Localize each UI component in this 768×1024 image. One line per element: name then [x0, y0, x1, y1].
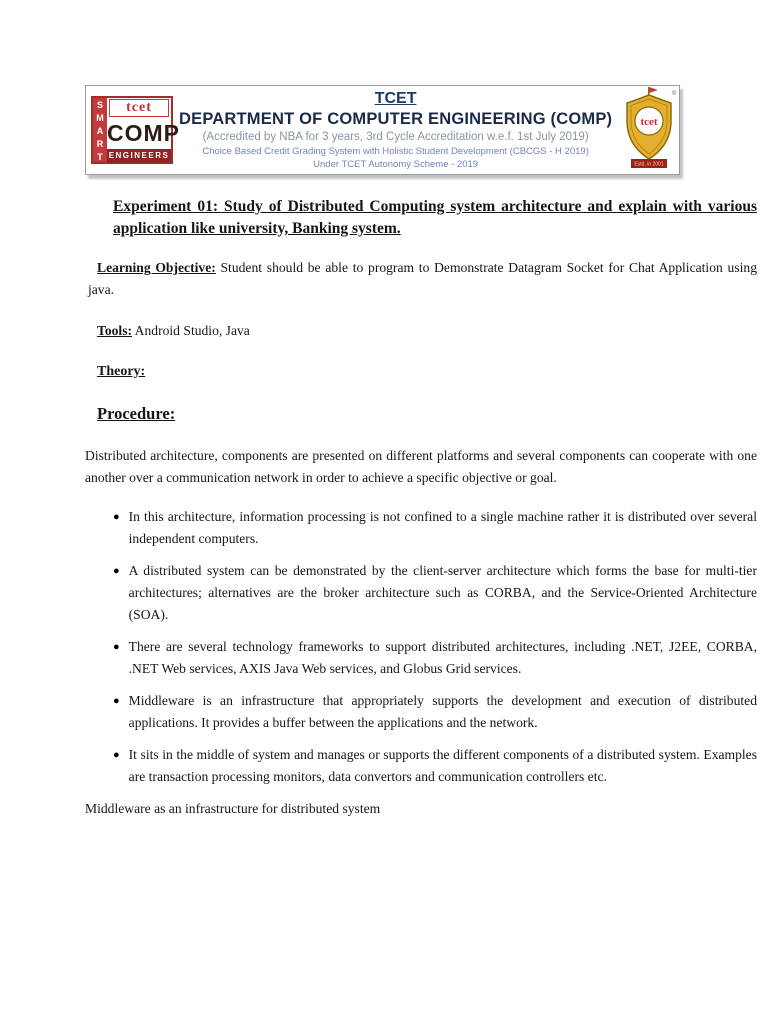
bullet-text: Middleware is an infrastructure that appropriately supports the development and execution of distributed applications. It provides a buffer between the applications and the network.: [128, 693, 757, 731]
banner-center: [179, 89, 612, 170]
bullet-icon: ●: [113, 695, 120, 708]
bullet-text: In this architecture, information processing is not confined to a single machine rather it is distributed over several independent computers.: [128, 509, 757, 547]
bullet-list: [85, 506, 757, 788]
bullet-item: [113, 744, 757, 788]
tcet-wordmark: tcet: [109, 99, 169, 117]
department-name: DEPARTMENT OF COMPUTER ENGINEERING (COMP): [179, 109, 613, 128]
procedure-heading: Procedure:: [97, 404, 176, 424]
autonomy-line: Under TCET Autonomy Scheme - 2019: [313, 158, 479, 170]
bullet-icon: ●: [113, 641, 120, 654]
document-content: [85, 196, 757, 820]
bullet-text: It sits in the middle of system and manages or supports the different components of a distributed system. Examples are transaction processing monitors, data convertors and communication controllers etc.: [128, 747, 757, 785]
bullet-item: [113, 506, 757, 550]
bullet-text: A distributed system can be demonstrated by the client-server architecture which forms the base for multi-tier architectures; alternatives are the broker architecture such as CORBA, and the Service-Oriented Architecture (SOA).: [128, 563, 757, 623]
bullet-text: There are several technology frameworks to support distributed architectures, including .NET, J2EE, CORBA, .NET Web services, AXIS Java Web services, and Globus Grid services.: [128, 639, 757, 677]
tcet-crest-logo: [618, 86, 680, 175]
tools-line: [97, 320, 757, 342]
intro-paragraph: Distributed architecture, components are presented on different platforms and several components can cooperate with one another over a communication network in order to achieve a specific objective or goal.: [85, 448, 757, 486]
smart-strip: SMART: [95, 100, 105, 165]
engineers-banner: ENGINEERS: [107, 149, 171, 163]
bullet-item: [113, 636, 757, 680]
closing-text: Middleware as an infrastructure for distributed system: [85, 801, 381, 817]
tools-text: Android Studio, Java: [134, 323, 250, 339]
header-banner: [85, 85, 680, 175]
tools-label: Tools:: [97, 323, 133, 339]
comp-text: COMP: [107, 120, 180, 146]
bullet-item: [113, 690, 757, 734]
svg-text:®: ®: [672, 90, 677, 97]
accreditation-line: (Accredited by NBA for 3 years, 3rd Cycle Accreditation w.e.f. 1st July 2019): [202, 130, 589, 143]
theory-heading: Theory:: [97, 364, 146, 380]
bullet-icon: ●: [113, 749, 120, 762]
bullet-icon: ●: [113, 511, 120, 524]
banner-title: TCET: [374, 90, 417, 108]
bullet-item: [113, 560, 757, 626]
bullet-icon: ●: [113, 565, 120, 578]
svg-text:Estd. in 2001: Estd. in 2001: [634, 161, 664, 167]
svg-text:tcet: tcet: [640, 115, 658, 128]
crest-icon: [618, 86, 680, 170]
tcet-comp-logo: [91, 96, 180, 165]
learning-objective-label: Learning Objective:: [97, 260, 216, 275]
experiment-title: Experiment 01: Study of Distributed Computing system architecture and explain with various application like university, Banking system.: [113, 198, 757, 237]
learning-objective: [88, 257, 757, 301]
comp-logo-main: [107, 98, 180, 162]
cbcgs-line: Choice Based Credit Grading System with Holistic Student Development (CBCGS - H 2019): [202, 145, 589, 157]
learning-objective-text: Student should be able to program to Demonstrate Datagram Socket for Chat Application using java.: [88, 260, 757, 298]
